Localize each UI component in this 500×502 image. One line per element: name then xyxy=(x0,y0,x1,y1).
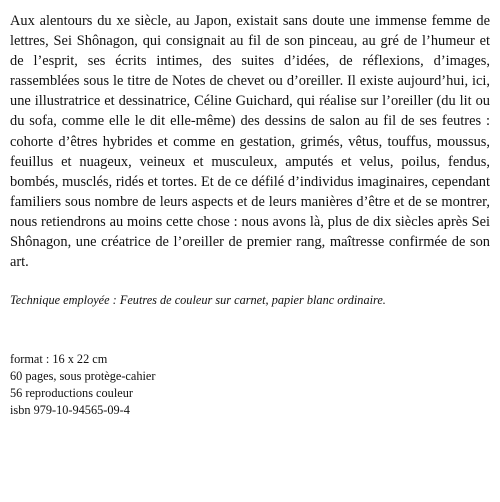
book-specs-list xyxy=(10,351,490,419)
description-paragraph: Aux alentours du xe siècle, au Japon, existait sans doute une immense femme de lettres, Sei Shônagon, qui consignait au fil de son pinceau, au gré de l’humeur et de l’esprit, ses écrits intimes, des suites d’idées, de réflexions, d’images, rassemblées sous le titre de Notes de chevet ou d’oreiller. Il existe aujourd’hui, ici, une illustratrice et dessinatrice, Céline Guichard, qui réalise sur l’oreiller (du lit ou du sofa, comme elle le dit elle-même) des dessins de salon au fil de ses feutres : cohorte d’êtres hybrides et comme en gestation, grimés, vêtus, touffus, moussus, feuillus et nuageux, veineux et musculeux, amputés et velus, poilus, fendus, bombés, musclés, ridés et tortes. Et de ce défilé d’individus imaginaires, cependant familiers sous nombre de leurs aspects et de leurs manières d’être et de se montrer, nous retiendrons au moins cette chose : nous avons là, plus de dix siècles après Sei Shônagon, une créatrice de l’oreiller de premier rang, maîtresse confirmée de son art. xyxy=(10,13,490,271)
spec-isbn: isbn 979-10-94565-09-4 xyxy=(10,403,130,418)
product-description-page xyxy=(10,11,490,419)
technique-note: Technique employée : Feutres de couleur sur carnet, papier blanc ordinaire. xyxy=(10,293,386,308)
spec-format: format : 16 x 22 cm xyxy=(10,352,108,367)
spec-pages: 60 pages, sous protège-cahier xyxy=(10,369,156,384)
spec-reproductions: 56 reproductions couleur xyxy=(10,386,133,401)
